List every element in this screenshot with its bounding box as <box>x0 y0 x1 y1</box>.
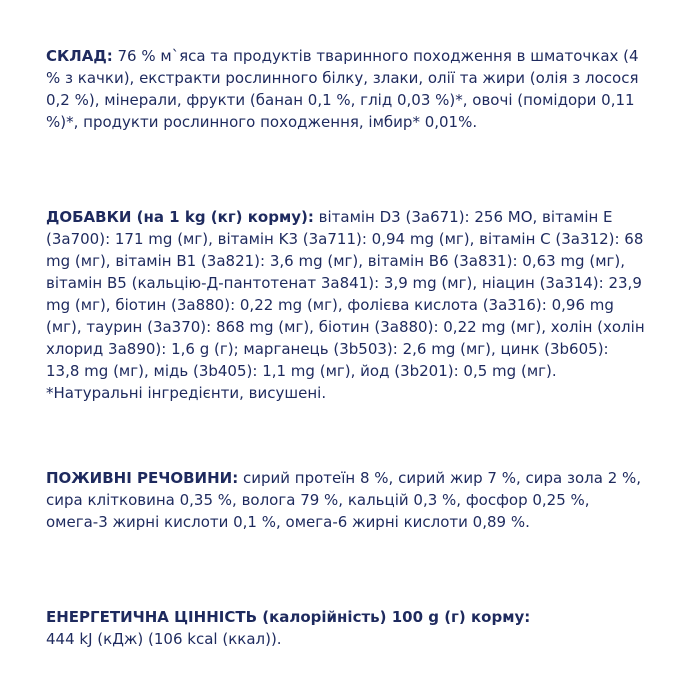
nutrients-section <box>46 467 646 533</box>
nutrients-heading: ПОЖИВНІ РЕЧОВИНИ: <box>46 469 239 487</box>
composition-heading: СКЛАД: <box>46 47 113 65</box>
energy-text: 444 kJ (кДж) (106 kcal (ккал)). <box>46 630 282 648</box>
energy-heading: ЕНЕРГЕТИЧНА ЦІННІСТЬ (калорійність) 100 g (г) корму: <box>46 608 531 626</box>
nutrients-text: сирий протеїн 8 %, сирий жир 7 %, сира зола 2 %, сира клітковина 0,35 %, волога 79 %, кальцій 0,3 %, фосфор 0,25 %, омега-3 жирні кислоти 0,1 %, омега-6 жирні кислоти 0,89 %. <box>46 469 642 531</box>
composition-text: 76 % м`яса та продуктів тваринного походження в шматочках (4 % з качки), екстракти рослинного білку, злаки, олії та жири (олія з лосося 0,2 %), мінерали, фрукти (банан 0,1 %, глід 0,03 %)*, овочі (помідори 0,11 %)*, продукти рослинного походження, імбир* 0,01%. <box>46 47 639 131</box>
composition-section <box>46 45 646 133</box>
energy-section <box>46 606 646 650</box>
additives-section <box>46 206 646 404</box>
additives-text: вітамін D3 (3a671): 256 МО, вітамін E (3a700): 171 mg (мг), вітамін K3 (3a711): 0,94 mg (мг), вітамін C (3a312): 68 mg (мг), вітамін B1 (3a821): 3,6 mg (мг), вітамін B6 (3a831): 0,63 mg (мг), вітамін B5 (кальцію-Д-пантотенат 3a841): 3,9 mg (мг), ніацин (3a314): 23,9 mg (мг), біотин (3a880): 0,22 mg (мг), фолієва кислота (3a316): 0,96 mg (мг), таурин (3a370): 868 mg (мг), біотин (3a880): 0,22 mg (мг), холін (холін хлорид 3a890): 1,6 g (г); марганець (3b503): 2,6 mg (мг), цинк (3b605): 13,8 mg (мг), мідь (3b405): 1,1 mg (мг), йод (3b201): 0,5 mg (мг). *Натуральні інгредієнти, висушені. <box>46 208 645 402</box>
additives-heading: ДОБАВКИ (на 1 kg (кг) корму): <box>46 208 314 226</box>
